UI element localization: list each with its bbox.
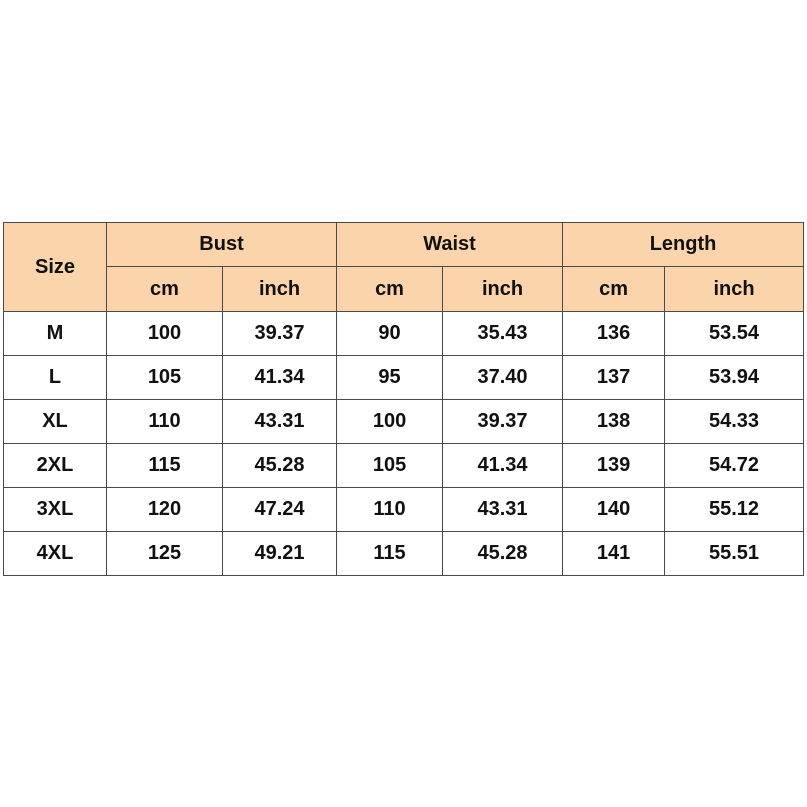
unit-header: inch xyxy=(443,267,563,312)
length-cm-cell: 138 xyxy=(563,400,665,444)
table-row xyxy=(4,312,804,356)
bust-inch-cell: 43.31 xyxy=(223,400,337,444)
size-cell: 2XL xyxy=(4,444,107,488)
unit-header: cm xyxy=(563,267,665,312)
bust-cm-cell: 120 xyxy=(107,488,223,532)
table-row xyxy=(4,444,804,488)
waist-inch-cell: 37.40 xyxy=(443,356,563,400)
bust-inch-cell: 47.24 xyxy=(223,488,337,532)
table-row xyxy=(4,532,804,576)
table-row xyxy=(4,400,804,444)
size-cell: L xyxy=(4,356,107,400)
length-cm-cell: 141 xyxy=(563,532,665,576)
waist-cm-cell: 90 xyxy=(337,312,443,356)
unit-header: cm xyxy=(337,267,443,312)
bust-inch-cell: 41.34 xyxy=(223,356,337,400)
length-inch-cell: 54.33 xyxy=(665,400,804,444)
size-cell: 3XL xyxy=(4,488,107,532)
waist-header: Waist xyxy=(337,223,563,267)
bust-cm-cell: 100 xyxy=(107,312,223,356)
bust-cm-cell: 105 xyxy=(107,356,223,400)
length-inch-cell: 53.94 xyxy=(665,356,804,400)
size-cell: 4XL xyxy=(4,532,107,576)
waist-cm-cell: 110 xyxy=(337,488,443,532)
bust-inch-cell: 45.28 xyxy=(223,444,337,488)
length-inch-cell: 54.72 xyxy=(665,444,804,488)
waist-cm-cell: 105 xyxy=(337,444,443,488)
waist-cm-cell: 95 xyxy=(337,356,443,400)
unit-header: inch xyxy=(223,267,337,312)
table-row xyxy=(4,488,804,532)
length-inch-cell: 53.54 xyxy=(665,312,804,356)
waist-cm-cell: 100 xyxy=(337,400,443,444)
length-inch-cell: 55.51 xyxy=(665,532,804,576)
waist-cm-cell: 115 xyxy=(337,532,443,576)
bust-cm-cell: 110 xyxy=(107,400,223,444)
length-header: Length xyxy=(563,223,804,267)
header-row-groups xyxy=(4,223,804,267)
table-row xyxy=(4,356,804,400)
length-cm-cell: 137 xyxy=(563,356,665,400)
length-cm-cell: 139 xyxy=(563,444,665,488)
unit-header: cm xyxy=(107,267,223,312)
waist-inch-cell: 41.34 xyxy=(443,444,563,488)
bust-cm-cell: 115 xyxy=(107,444,223,488)
header-row-units xyxy=(4,267,804,312)
bust-inch-cell: 49.21 xyxy=(223,532,337,576)
size-cell: XL xyxy=(4,400,107,444)
size-cell: M xyxy=(4,312,107,356)
bust-cm-cell: 125 xyxy=(107,532,223,576)
waist-inch-cell: 43.31 xyxy=(443,488,563,532)
bust-inch-cell: 39.37 xyxy=(223,312,337,356)
length-inch-cell: 55.12 xyxy=(665,488,804,532)
waist-inch-cell: 45.28 xyxy=(443,532,563,576)
size-header: Size xyxy=(4,223,107,312)
length-cm-cell: 136 xyxy=(563,312,665,356)
unit-header: inch xyxy=(665,267,804,312)
length-cm-cell: 140 xyxy=(563,488,665,532)
bust-header: Bust xyxy=(107,223,337,267)
waist-inch-cell: 39.37 xyxy=(443,400,563,444)
waist-inch-cell: 35.43 xyxy=(443,312,563,356)
size-chart-table xyxy=(3,222,804,576)
